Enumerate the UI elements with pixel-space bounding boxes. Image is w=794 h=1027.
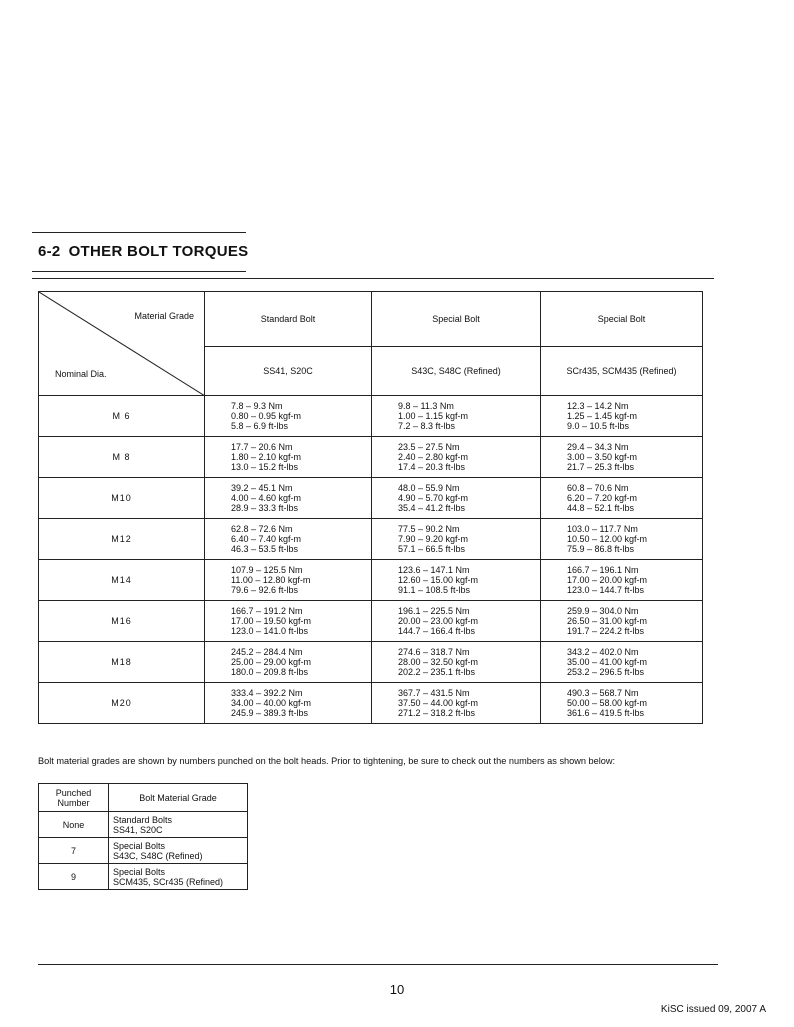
torque-value-cell [541,601,703,642]
torque-value-line: 7.8 – 9.3 Nm [231,401,283,411]
torque-value-line: 166.7 – 196.1 Nm [567,565,639,575]
corner-header-cell [39,292,205,396]
torque-value-line: 180.0 – 209.8 ft-lbs [231,667,309,677]
table-row [39,396,703,437]
torque-value-line: 26.50 – 31.00 kgf-m [567,616,648,626]
punched-number: 7 [39,838,109,864]
torque-value-cell [205,601,372,642]
torque-value-cell [541,437,703,478]
nominal-dia-cell: M16 [39,601,205,642]
torque-value-line: 25.00 – 29.00 kgf-m [231,657,312,667]
torque-value-line: 2.40 – 2.80 kgf-m [398,452,469,462]
table-row [39,601,703,642]
torque-value-line: 367.7 – 431.5 Nm [398,688,470,698]
nominal-dia-cell: M18 [39,642,205,683]
table-row [39,519,703,560]
punched-number: 9 [39,864,109,890]
torque-value-cell [541,396,703,437]
torque-table-body [39,396,703,724]
torque-value-line: 12.3 – 14.2 Nm [567,401,629,411]
column-header-bolt: Special Bolt [541,292,703,347]
bolt-grade-type: Special Bolts [113,840,166,851]
torque-value-cell [372,642,541,683]
torque-value-line: 191.7 – 224.2 ft-lbs [567,626,645,636]
torque-value-line: 46.3 – 53.5 ft-lbs [231,544,299,554]
torque-value-line: 44.8 – 52.1 ft-lbs [567,503,635,513]
section-number: 6-2 [38,243,61,260]
column-header-bolt: Standard Bolt [205,292,372,347]
torque-value-cell [372,478,541,519]
torque-value-line: 196.1 – 225.5 Nm [398,606,470,616]
nominal-dia-cell: M12 [39,519,205,560]
torque-value-line: 48.0 – 55.9 Nm [398,483,460,493]
section-rule [32,278,714,279]
torque-value-line: 107.9 – 125.5 Nm [231,565,303,575]
bolt-grade-material: SCM435, SCr435 (Refined) [113,876,224,887]
torque-value-line: 5.8 – 6.9 ft-lbs [231,421,289,431]
torque-value-line: 21.7 – 25.3 ft-lbs [567,462,635,472]
torque-value-line: 123.6 – 147.1 Nm [398,565,470,575]
torque-value-line: 39.2 – 45.1 Nm [231,483,293,493]
torque-value-cell [541,683,703,724]
table-row [39,683,703,724]
nominal-dia-label: Nominal Dia. [55,369,107,379]
bolt-grade-cell [109,838,248,864]
torque-value-line: 271.2 – 318.2 ft-lbs [398,708,476,718]
torque-value-line: 17.00 – 19.50 kgf-m [231,616,312,626]
torque-value-line: 144.7 – 166.4 ft-lbs [398,626,476,636]
torque-value-cell [541,478,703,519]
bolt-material-grade-header: Bolt Material Grade [109,784,248,812]
torque-value-line: 245.9 – 389.3 ft-lbs [231,708,309,718]
bolt-torque-table [38,291,703,724]
torque-value-cell [372,560,541,601]
heading-bottom-rule [32,271,246,272]
bolt-grade-type: Standard Bolts [113,814,173,825]
torque-value-line: 6.20 – 7.20 kgf-m [567,493,638,503]
grade-row [39,864,248,890]
table-header-row [39,292,703,347]
grade-row [39,812,248,838]
footer-rule [38,964,718,965]
torque-value-cell [372,683,541,724]
torque-value-line: 6.40 – 7.40 kgf-m [231,534,302,544]
torque-value-cell [541,519,703,560]
torque-value-line: 123.0 – 144.7 ft-lbs [567,585,645,595]
torque-value-line: 253.2 – 296.5 ft-lbs [567,667,645,677]
nominal-dia-cell: M14 [39,560,205,601]
torque-value-line: 17.7 – 20.6 Nm [231,442,293,452]
table-row [39,478,703,519]
issue-note: KiSC issued 09, 2007 A [660,1004,766,1015]
section-heading [38,243,248,260]
torque-value-line: 79.6 – 92.6 ft-lbs [231,585,299,595]
torque-value-line: 7.90 – 9.20 kgf-m [398,534,469,544]
grade-row [39,838,248,864]
torque-value-cell [541,560,703,601]
torque-value-cell [541,642,703,683]
torque-value-line: 333.4 – 392.2 Nm [231,688,303,698]
torque-value-line: 4.00 – 4.60 kgf-m [231,493,302,503]
torque-value-line: 490.3 – 568.7 Nm [567,688,639,698]
torque-value-line: 1.80 – 2.10 kgf-m [231,452,302,462]
torque-value-line: 245.2 – 284.4 Nm [231,647,303,657]
torque-value-line: 35.4 – 41.2 ft-lbs [398,503,466,513]
torque-value-cell [205,396,372,437]
bolt-grade-cell [109,812,248,838]
torque-value-cell [205,478,372,519]
material-grade-label: Material Grade [134,311,194,321]
section-title: OTHER BOLT TORQUES [68,243,249,260]
table-row [39,560,703,601]
torque-value-line: 9.0 – 10.5 ft-lbs [567,421,630,431]
grade-note: Bolt material grades are shown by numbers punched on the bolt heads. Prior to tightening, be sure to check out the numbers as shown below: [38,756,616,766]
torque-value-line: 123.0 – 141.0 ft-lbs [231,626,309,636]
torque-value-line: 274.6 – 318.7 Nm [398,647,470,657]
column-header-material: SS41, S20C [205,347,372,396]
torque-value-cell [205,560,372,601]
torque-value-line: 50.00 – 58.00 kgf-m [567,698,648,708]
torque-value-line: 1.25 – 1.45 kgf-m [567,411,638,421]
nominal-dia-cell: M20 [39,683,205,724]
torque-value-line: 60.8 – 70.6 Nm [567,483,629,493]
torque-value-line: 17.4 – 20.3 ft-lbs [398,462,466,472]
torque-value-line: 1.00 – 1.15 kgf-m [398,411,469,421]
torque-value-line: 29.4 – 34.3 Nm [567,442,629,452]
grade-header-row [39,784,248,812]
torque-value-line: 28.00 – 32.50 kgf-m [398,657,479,667]
torque-value-line: 57.1 – 66.5 ft-lbs [398,544,466,554]
torque-value-line: 343.2 – 402.0 Nm [567,647,639,657]
torque-value-cell [205,519,372,560]
nominal-dia-cell: M10 [39,478,205,519]
torque-value-line: 34.00 – 40.00 kgf-m [231,698,312,708]
torque-value-cell [372,601,541,642]
torque-value-cell [205,642,372,683]
nominal-dia-cell: M 8 [39,437,205,478]
torque-value-cell [205,683,372,724]
column-header-material: S43C, S48C (Refined) [372,347,541,396]
torque-value-line: 12.60 – 15.00 kgf-m [398,575,479,585]
torque-value-line: 166.7 – 191.2 Nm [231,606,303,616]
torque-value-line: 20.00 – 23.00 kgf-m [398,616,479,626]
torque-value-line: 4.90 – 5.70 kgf-m [398,493,469,503]
torque-value-line: 10.50 – 12.00 kgf-m [567,534,648,544]
torque-value-line: 75.9 – 86.8 ft-lbs [567,544,635,554]
torque-value-line: 202.2 – 235.1 ft-lbs [398,667,476,677]
table-row [39,437,703,478]
torque-value-line: 361.6 – 419.5 ft-lbs [567,708,645,718]
torque-value-line: 62.8 – 72.6 Nm [231,524,293,534]
torque-value-line: 9.8 – 11.3 Nm [398,401,454,411]
torque-value-line: 35.00 – 41.00 kgf-m [567,657,648,667]
nominal-dia-cell: M 6 [39,396,205,437]
heading-top-rule [32,232,246,233]
torque-value-line: 3.00 – 3.50 kgf-m [567,452,638,462]
torque-value-line: 77.5 – 90.2 Nm [398,524,460,534]
bolt-grade-material: SS41, S20C [113,824,163,835]
bolt-grade-cell [109,864,248,890]
punched-number-table [38,783,248,890]
bolt-grade-material: S43C, S48C (Refined) [113,850,203,861]
torque-value-line: 259.9 – 304.0 Nm [567,606,639,616]
torque-value-line: 37.50 – 44.00 kgf-m [398,698,479,708]
torque-value-line: 23.5 – 27.5 Nm [398,442,460,452]
column-header-material: SCr435, SCM435 (Refined) [541,347,703,396]
torque-value-line: 11.00 – 12.80 kgf-m [231,575,311,585]
bolt-grade-type: Special Bolts [113,866,166,877]
torque-value-cell [372,396,541,437]
torque-value-cell [372,519,541,560]
torque-value-line: 17.00 – 20.00 kgf-m [567,575,648,585]
punched-number: None [39,812,109,838]
page-number: 10 [389,982,405,997]
torque-value-line: 13.0 – 15.2 ft-lbs [231,462,299,472]
torque-value-line: 28.9 – 33.3 ft-lbs [231,503,299,513]
table-row [39,642,703,683]
corner-diagonal-line [39,292,205,396]
torque-value-cell [372,437,541,478]
column-header-bolt: Special Bolt [372,292,541,347]
torque-value-line: 0.80 – 0.95 kgf-m [231,411,302,421]
torque-value-cell [205,437,372,478]
torque-value-line: 7.2 – 8.3 ft-lbs [398,421,456,431]
torque-value-line: 91.1 – 108.5 ft-lbs [398,585,471,595]
torque-value-line: 103.0 – 117.7 Nm [567,524,638,534]
punched-number-header: Punched Number [39,784,109,812]
